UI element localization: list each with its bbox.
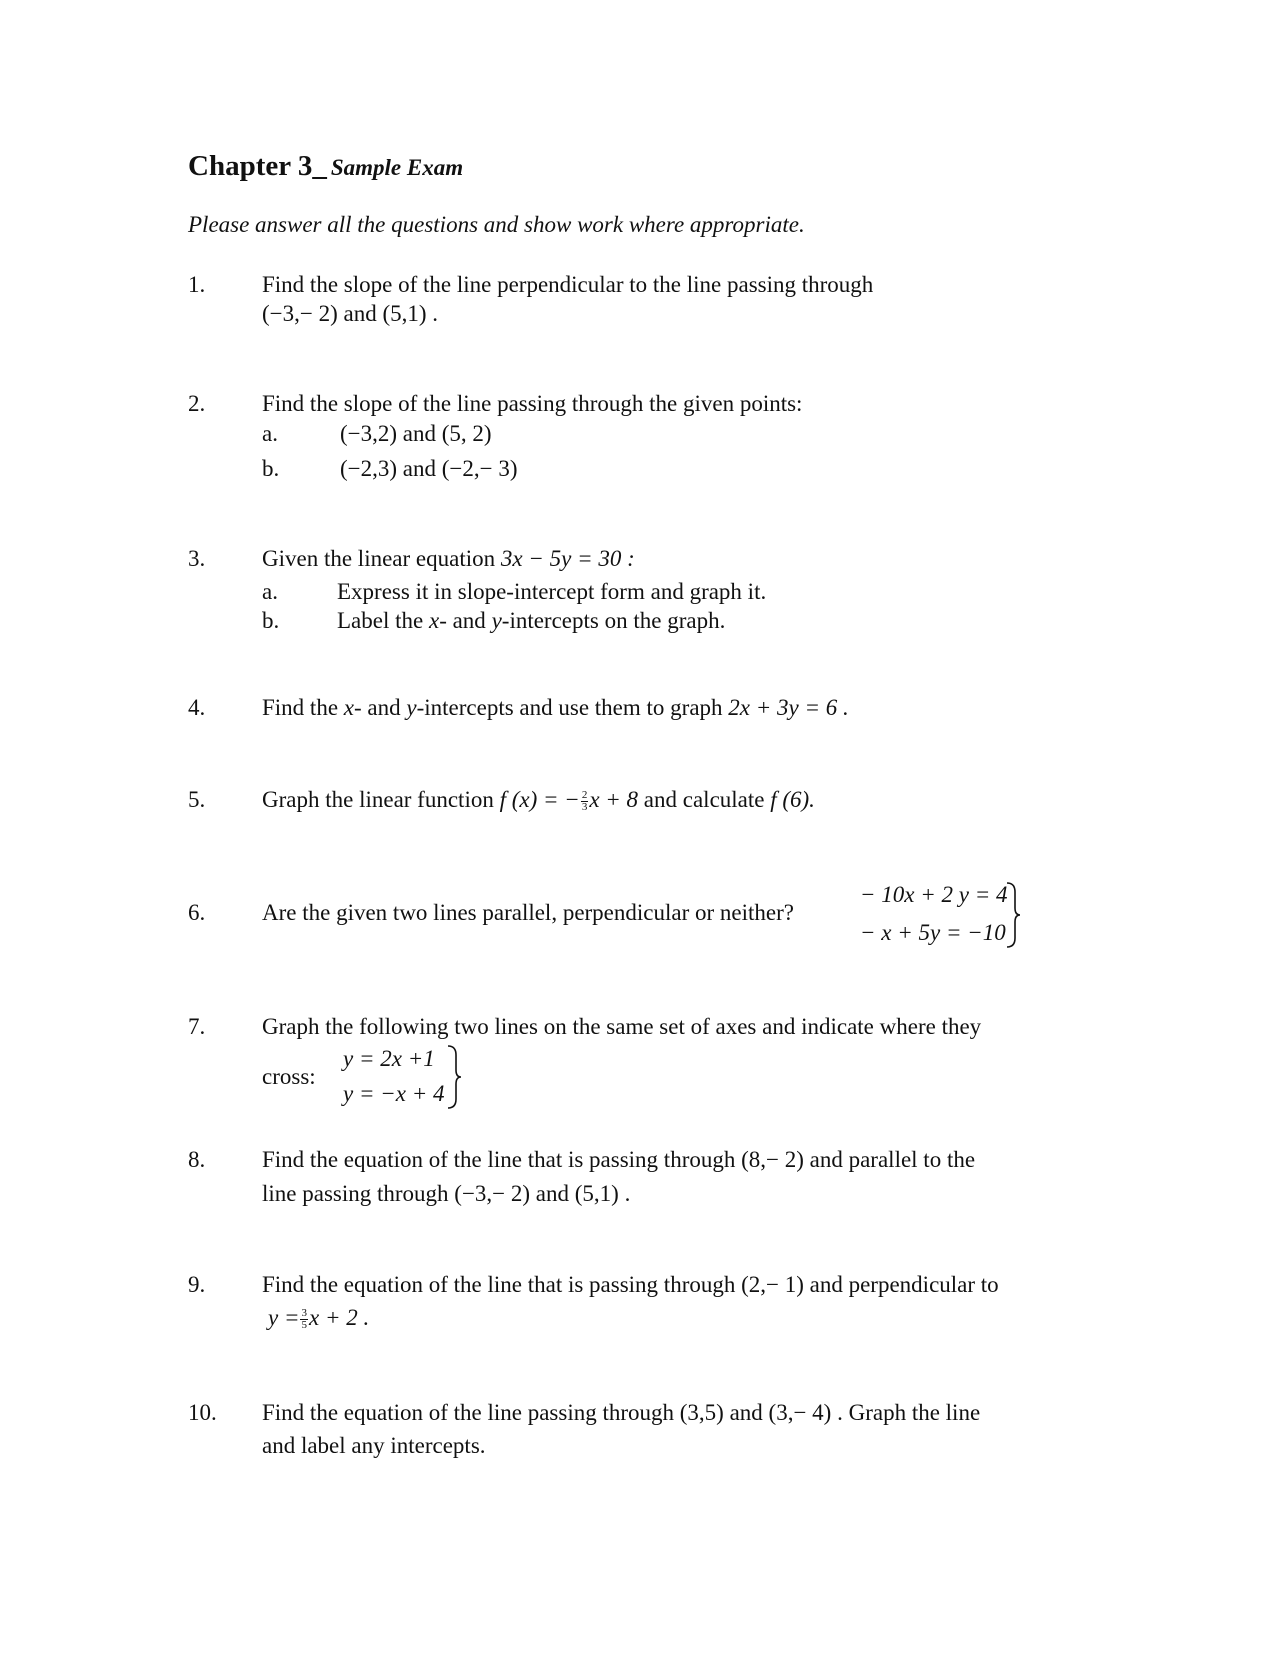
system-equation-1: − 10x + 2 y = 4 — [860, 882, 1008, 907]
part-text: (−3,2) and (5, 2) — [340, 421, 492, 446]
question-text-pre: Given the linear equation — [262, 546, 501, 571]
question-text: line passing through (−3,− 2) and (5,1) . — [262, 1181, 631, 1206]
equation: 3x − 5y = 30 : — [500, 546, 635, 571]
text-segment: - and — [439, 608, 492, 633]
text-segment: Graph the linear function — [262, 787, 500, 812]
question-number: 3. — [188, 546, 206, 571]
right-brace-icon — [446, 1043, 462, 1111]
function-lhs: f (x) = − — [499, 787, 580, 812]
question-number: 6. — [188, 900, 206, 925]
question-text: and label any intercepts. — [262, 1433, 486, 1458]
right-brace-icon — [1005, 880, 1021, 950]
system-equation-2: − x + 5y = −10 — [860, 920, 1006, 945]
part-label: b. — [262, 456, 280, 481]
system-equation-1: y = 2x +1 — [343, 1046, 435, 1071]
part-text — [337, 607, 725, 635]
var-y: y — [491, 608, 502, 633]
part-label: a. — [262, 579, 278, 604]
part-text: (−2,3) and (−2,− 3) — [340, 456, 518, 481]
text-segment: Find the — [262, 695, 344, 720]
question-text: Find the equation of the line that is passing through (2,− 1) and perpendicular to — [262, 1272, 999, 1297]
fraction — [300, 1308, 308, 1331]
fraction-numerator: 3 — [301, 1307, 307, 1320]
var-x: x — [343, 695, 354, 720]
part-text: Express it in slope-intercept form and graph it. — [337, 579, 767, 604]
question-text — [262, 545, 635, 573]
question-text: Find the equation of the line passing through (3,5) and (3,− 4) . Graph the line — [262, 1400, 981, 1425]
page-title — [188, 150, 463, 183]
question-text — [262, 786, 815, 814]
function-rhs: x + 8 — [589, 787, 639, 812]
fraction-denominator: 5 — [301, 1319, 307, 1332]
var-x: x — [428, 608, 440, 633]
text-segment: -intercepts and use them to graph — [416, 695, 729, 720]
question-text — [262, 694, 849, 722]
question-text: Are the given two lines parallel, perpendicular or neither? — [262, 900, 794, 925]
system-equation-2: y = −x + 4 — [343, 1081, 445, 1106]
question-text: Graph the following two lines on the same set of axes and indicate where they — [262, 1014, 982, 1039]
question-number: 7. — [188, 1014, 206, 1039]
text-segment: and calculate — [638, 787, 771, 812]
question-number: 4. — [188, 695, 206, 720]
fraction — [581, 790, 589, 813]
question-text: Find the slope of the line perpendicular to the line passing through — [262, 272, 874, 297]
question-number: 1. — [188, 272, 206, 297]
part-label: b. — [262, 608, 280, 633]
text-segment: x + 2 . — [308, 1305, 370, 1330]
instructions: Please answer all the questions and show work where appropriate. — [188, 212, 805, 237]
text-segment: -intercepts on the graph. — [501, 608, 726, 633]
equation — [268, 1304, 369, 1332]
question-text: Find the slope of the line passing through the given points: — [262, 391, 803, 416]
part-label: a. — [262, 421, 278, 446]
question-text: cross: — [262, 1064, 316, 1089]
function-eval: f (6). — [770, 787, 815, 812]
text-segment: y = — [268, 1305, 300, 1330]
equation: 2x + 3y = 6 . — [728, 695, 849, 720]
var-y: y — [406, 695, 417, 720]
question-number: 10. — [188, 1400, 217, 1425]
fraction-numerator: 2 — [581, 789, 588, 802]
question-number: 2. — [188, 391, 206, 416]
fraction-denominator: 3 — [581, 801, 588, 814]
question-text: Find the equation of the line that is passing through (8,− 2) and parallel to the — [262, 1147, 976, 1172]
question-number: 8. — [188, 1147, 206, 1172]
question-text: (−3,− 2) and (5,1) . — [262, 301, 439, 326]
question-number: 5. — [188, 787, 206, 812]
question-number: 9. — [188, 1272, 206, 1297]
title-main: Chapter 3_ — [188, 150, 327, 182]
title-subtitle: Sample Exam — [330, 155, 464, 180]
text-segment: - and — [354, 695, 407, 720]
text-segment: Label the — [337, 608, 429, 633]
